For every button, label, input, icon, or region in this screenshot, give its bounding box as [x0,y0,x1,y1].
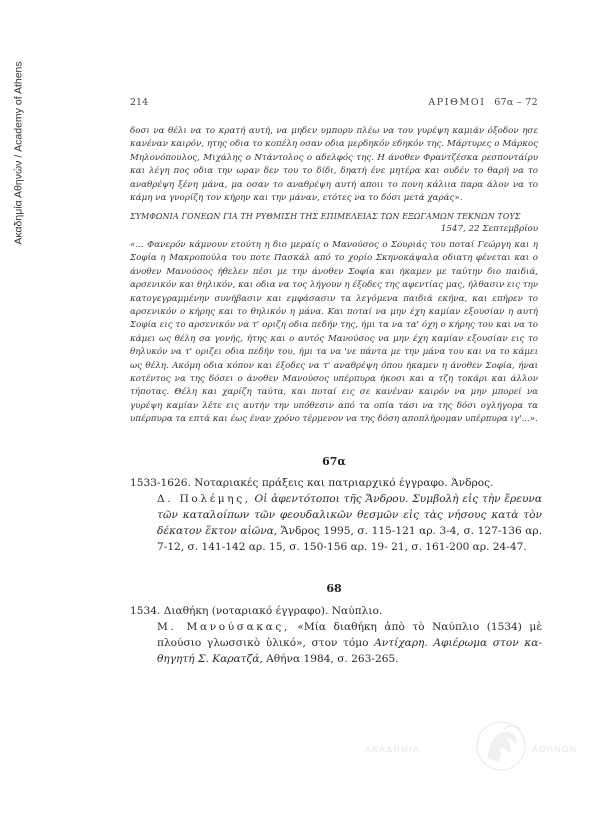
article-title: «Μία διαθήκη ἀπὸ τὸ Ναύπλιο (1534) μὲ πλούσιο γλωσσικὸ ὑλικό», [157,621,542,649]
archive-side-label [10,40,28,265]
section-number: 67α [322,455,346,468]
volume-title: Αντίχαρη. Αφιέρωμα στον καθηγητή Σ. Καρατζά, [157,637,542,665]
entry-citation [130,619,542,667]
running-ref: 67α – 72 [494,97,538,108]
entry-citation [130,491,542,555]
bibliography-entry [130,475,542,555]
running-title: ΑΡΙΘΜΟΙ [428,97,486,108]
work-title: Οἱ ἀφεντότοποι τῆς Ἄνδρου. Συμβολὴ εἰς τὴν ἔρευνα τῶν καταλοίπων τῶν φεουδαλικῶν θεσμῶν εἰς τὰς νήσους κατὰ τὸν δέκατον ἕκτον αἰῶνα, [157,493,543,537]
entry-heading: 1534. Διαθήκη (νοταριακό έγγραφο). Ναύπλιο. [130,605,383,617]
publication-details: Ἄνδρος 1995, σ. 115-121 αρ. 3-4, σ. 127-136 αρ. 7-12, σ. 141-142 αρ. 15, σ. 150-156 αρ. 19- 21, σ. 161-200 αρ. 24-47. [157,525,543,553]
page-header [130,97,538,111]
entry-heading: 1533-1626. Νοταριακές πράξεις και πατριαρχικό έγγραφο. Άνδρος. [130,477,494,489]
page-number: 214 [130,97,149,108]
section-number: 68 [326,582,342,595]
author-name: Δ. Πολέμης, [157,493,251,505]
author-name: Μ. Μανούσακας, [157,621,290,633]
side-label-text: Ακαδημία Αθηνών / Academy of Athens [13,60,25,245]
academy-watermark [365,718,580,774]
watermark-right-text: ΑΘΗΝΩΝ [532,744,578,754]
running-head [428,97,538,108]
volume-prefix: στον τόμο [311,637,369,649]
document-date: 1547, 22 Σεπτεμβρίου [440,224,538,234]
document-title: ΣΥΜΦΩΝΙΑ ΓΟΝΕΩΝ ΓΙΑ ΤΗ ΡΥΘΜΙΣΗ ΤΗΣ ΕΠΙΜΕΛΕΙΑΣ ΤΩΝ ΕΞΩΓΑΜΩΝ ΤΕΚΝΩΝ ΤΟΥΣ [130,212,521,221]
athena-emblem-icon [474,718,528,774]
watermark-left-text: ΑΚΑΔΗΜΙΑ [365,744,421,754]
bibliography-entry [130,603,542,667]
quoted-paragraph-1: δοσι να θέλι να το κρατή αυτή, να μηδεν υμπορυ πλέω να του γυρέψη καμιάν όξοδον ησε κανέναν καιρόν, ητης οδια το κοπέλη οσαν οδια μερδηκόν εδηκόν της. Μάρτυρες ο Μάρκος Μηλονόπουλος, Μιχάλης ο Ντάντολος ο αδελφός της. Η άνοθεν Φραντζέσκα ρεσποντάίρυ και λέγη πος οδια την ωραν δεν του το δίδι, δηατή ένε μητέρα και ουδέν το θαρή να το αναθρέψη ξένη μάνα, μα οσαν το αναθρέψη αυτή αποιι το πονη κάλιια παρα άλον να το κάμη να γνορίζη τον κήρην και την μάναν, ετότες να το δόσι μετά χαράς». [130,126,538,204]
quoted-paragraph-2: «... Φανερόν κάμνουν ετούτη η διο μεραίς ο Μανούσος ο Σουριάς του ποταί Γεώργη και η Σοφία η Μακροπούλα του ποτε Πασκάλ από το χορίο Σκηνοκάψαλα οδιατη φένεται και ο άνοθεν Μανούσος ήθελεν πέσι με την άνοθεν Σοφία και ήκαμεν με ταύτην διο παιδιά, αρσενικόν και θηλικόν, και οδια να τος λήγουν η έξοδες της αφεντίας μας, ήλθασιν εις την κατογεγραμμένην συνήβασιν και εμφάσασιν τα λεγόμενα παιδιά εκήνα, και επήρεν το αρσενικόν ο κήρης και το θηλικόν η μάνα. Και ποταί να μην έχη καμίαν εξουσίαν η αυτή Σοφία εις το αρσενικόν να τ' οριζη οδια πεδήν της, ήμι τα να τα' όχη ο κήρης του και να το κάμει ως θέλη σα γονής, ήτης και ο αυτός Μανούσος να μην έχη καμίαν εξουσίαν εις το θηλυκόν να τ' οριζει οδια πεδήν του, ήμι τα να 'νε πάντα με την μάνα του και να το κάμει ως θέλη. Ακόμη οδια κόπον και έξοδες να τ' αναθρέψη όπου ήκαμεν η άνοθεν Σοφία, ήναι κοτέντος να της δόσει ο άνοθεν Μανούσος υπέρπυρα ήκοσι και α τζη τοκάρι και άλλον τήποτας. Θέλη και χαρίζη ταύτα, και ποταί εις σε κανέναν καιρόν να μην μπορεί να γυρέψη καμίαν λέτε εις αυτήν την υπόθεσιν από τα οπία τάσι να της δόσι ογλήγορα τα υπέρπυρα τα επτά και έως έναν χρόνο τέρμενον να της δόση αποπλήρομαν υπέρπυρα ιγ'...». [130,240,538,425]
publication-details: Αθήνα 1984, σ. 263-265. [266,653,399,665]
